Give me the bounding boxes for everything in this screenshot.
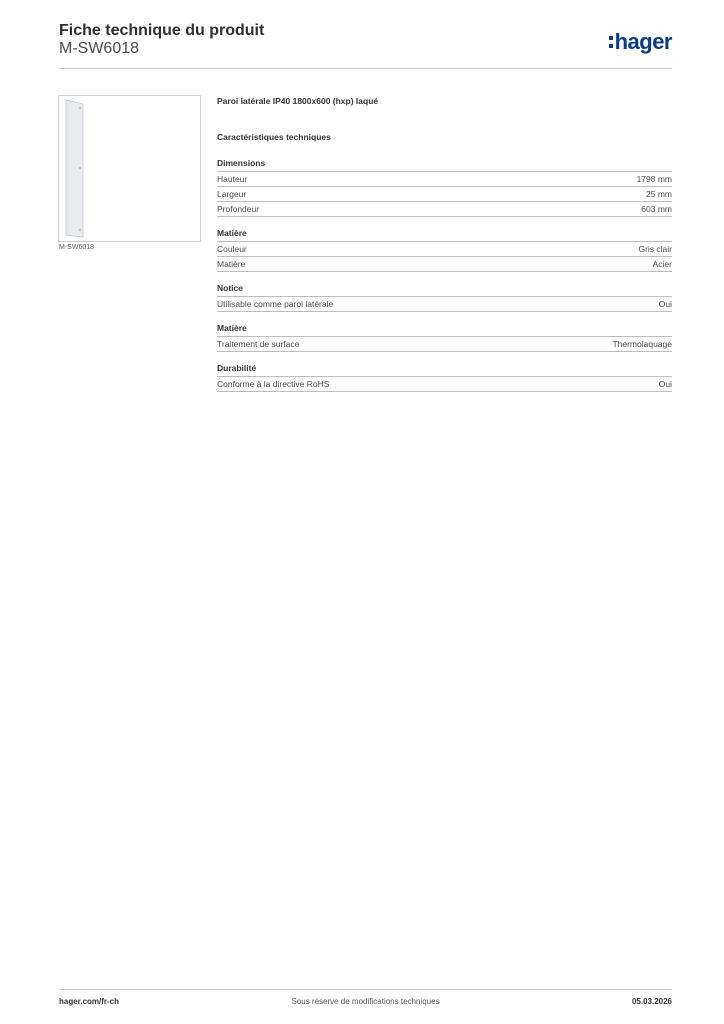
spec-row bbox=[217, 337, 672, 352]
group-title: Matière bbox=[217, 322, 672, 337]
spec-row bbox=[217, 187, 672, 202]
group-title: Dimensions bbox=[217, 157, 672, 172]
spec-label: Couleur bbox=[217, 244, 247, 254]
spec-label: Profondeur bbox=[217, 204, 260, 214]
product-image bbox=[58, 95, 201, 242]
spec-row bbox=[217, 172, 672, 187]
product-description: Paroi latérale IP40 1800x600 (hxp) laqué bbox=[217, 96, 379, 106]
footer-website-link[interactable]: hager.com/fr-ch bbox=[59, 997, 120, 1006]
header-divider bbox=[59, 68, 672, 69]
spec-value: Thermolaquage bbox=[612, 339, 672, 349]
group-title: Matière bbox=[217, 227, 672, 242]
spec-group-material bbox=[217, 227, 672, 272]
footer-note: Sous réserve de modifications techniques bbox=[291, 997, 440, 1006]
product-reference: M-SW6018 bbox=[59, 40, 140, 57]
hager-logo bbox=[609, 28, 672, 56]
spec-value: Oui bbox=[658, 299, 672, 309]
group-title: Notice bbox=[217, 282, 672, 297]
footer-date: 05.03.2026 bbox=[631, 997, 672, 1006]
spec-label: Largeur bbox=[217, 189, 247, 199]
side-panel-illustration bbox=[59, 96, 200, 241]
spec-label: Conforme à la directive RoHS bbox=[217, 379, 330, 389]
spec-value: 1798 mm bbox=[636, 174, 672, 184]
spec-row bbox=[217, 242, 672, 257]
spec-group-notice bbox=[217, 282, 672, 312]
page-header bbox=[59, 20, 672, 68]
tech-characteristics-heading: Caractéristiques techniques bbox=[217, 132, 331, 142]
spec-row bbox=[217, 377, 672, 392]
spec-value: Oui bbox=[658, 379, 672, 389]
spec-group-durability bbox=[217, 362, 672, 392]
logo-dots-icon bbox=[609, 36, 613, 48]
spec-value: 603 mm bbox=[641, 204, 672, 214]
spec-row bbox=[217, 257, 672, 272]
spec-content bbox=[217, 95, 672, 402]
footer-divider bbox=[59, 989, 672, 990]
spec-label: Hauteur bbox=[217, 174, 248, 184]
spec-label: Utilisable comme paroi latérale bbox=[217, 299, 334, 309]
spec-group-dimensions bbox=[217, 157, 672, 217]
document-title: Fiche technique du produit bbox=[59, 22, 265, 39]
spec-label: Matière bbox=[217, 259, 246, 269]
logo-text: hager bbox=[614, 29, 672, 54]
spec-group-surface bbox=[217, 322, 672, 352]
group-title: Durabilité bbox=[217, 362, 672, 377]
spec-value: 25 mm bbox=[646, 189, 672, 199]
spec-value: Gris clair bbox=[638, 244, 672, 254]
spec-row bbox=[217, 297, 672, 312]
spec-value: Acier bbox=[652, 259, 672, 269]
image-caption: M-SW6018 bbox=[59, 244, 95, 251]
spec-row bbox=[217, 202, 672, 217]
spec-label: Traitement de surface bbox=[217, 339, 300, 349]
